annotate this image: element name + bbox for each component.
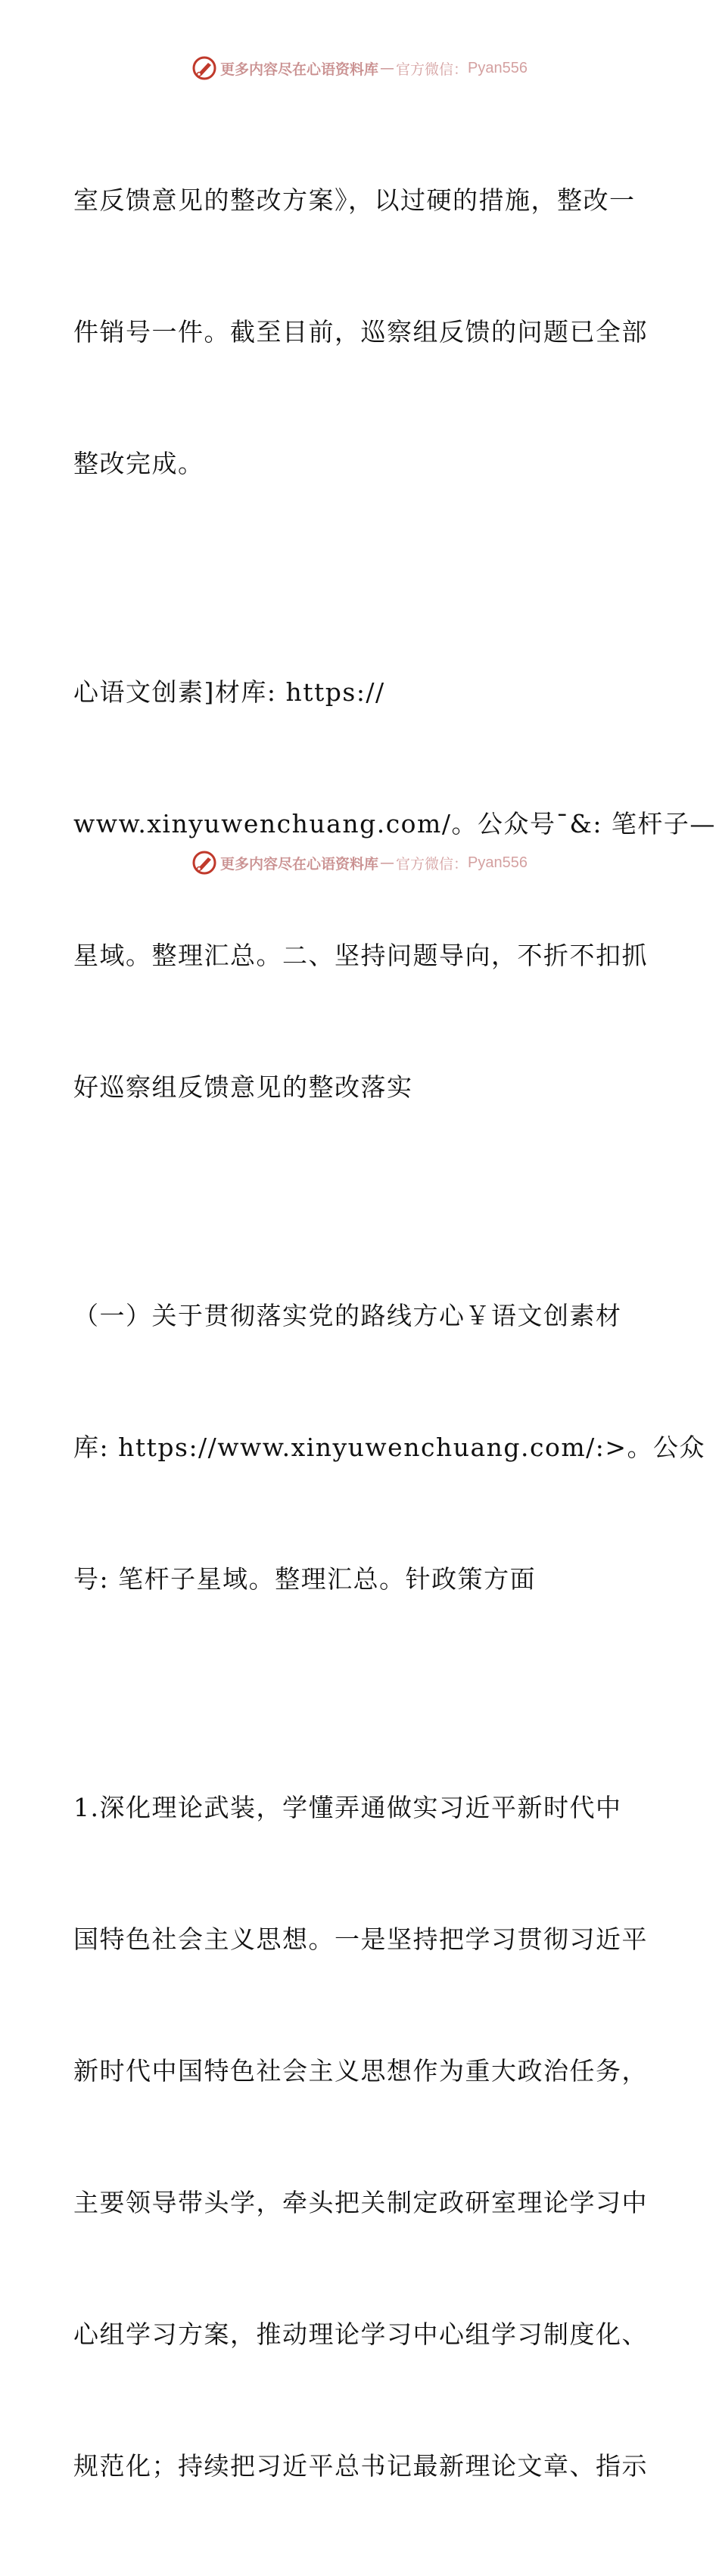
header-watermark [0,53,719,83]
pen-logo-icon [191,850,217,876]
text-line: 心组学习方案，推动理论学习中心组学习制度化、 [73,2319,648,2349]
watermark-official-label: 官方微信： [396,61,468,78]
pen-logo-icon [191,55,217,81]
text-line: 1.深化理论武装，学懂弄通做实习近平新时代中 [73,1793,622,1822]
watermark-wechat-id: Pyan556 [468,854,528,871]
watermark-wechat-id: Pyan556 [468,59,528,76]
text-line: 星域。整理汇总。二、坚持问题导向，不折不扣抓 [73,941,648,970]
text-line: 件销号一件。截至目前，巡察组反馈的问题已全部 [73,317,648,347]
text-line: （一）关于贯彻落实党的路线方心￥语文创素材 [73,1301,622,1330]
text-line: 新时代中国特色社会主义思想作为重大政治任务， [73,2056,648,2086]
text-line: 室反馈意见的整改方案》，以过硬的措施，整改一 [73,185,636,215]
text-line: 好巡察组反馈意见的整改落实 [73,1072,413,1102]
footer-watermark [0,848,719,878]
watermark-main-text: 更多内容尽在心语资料库 [220,855,379,873]
paragraph-problem-orientation [73,583,716,1197]
text-line: 号: 笔杆子星域。整理汇总。针政策方面 [73,1564,537,1594]
text-line: www.xinyuwenchuang.com/。公众号¯&: 笔杆子— [73,809,716,838]
watermark-dash: — [380,60,395,76]
paragraph-rectification-result [73,91,648,574]
document-body [73,91,716,2576]
watermark-official-label: 官方微信： [396,855,468,873]
paragraph-item-one [73,1698,648,2576]
text-line: 心语文创素]材库: https:// [73,677,385,707]
paragraph-section-one [73,1206,706,1689]
watermark-dash: — [380,854,395,871]
text-line: 整改完成。 [73,449,204,478]
text-line: 规范化；持续把习近平总书记最新理论文章、指示 [73,2451,648,2481]
text-line: 库: https://www.xinyuwenchuang.com/:>。公众 [73,1433,706,1462]
watermark-main-text: 更多内容尽在心语资料库 [220,61,379,78]
text-line: 主要领导带头学，牵头把关制定政研室理论学习中 [73,2188,648,2217]
text-line: 国特色社会主义思想。一是坚持把学习贯彻习近平 [73,1924,648,1954]
